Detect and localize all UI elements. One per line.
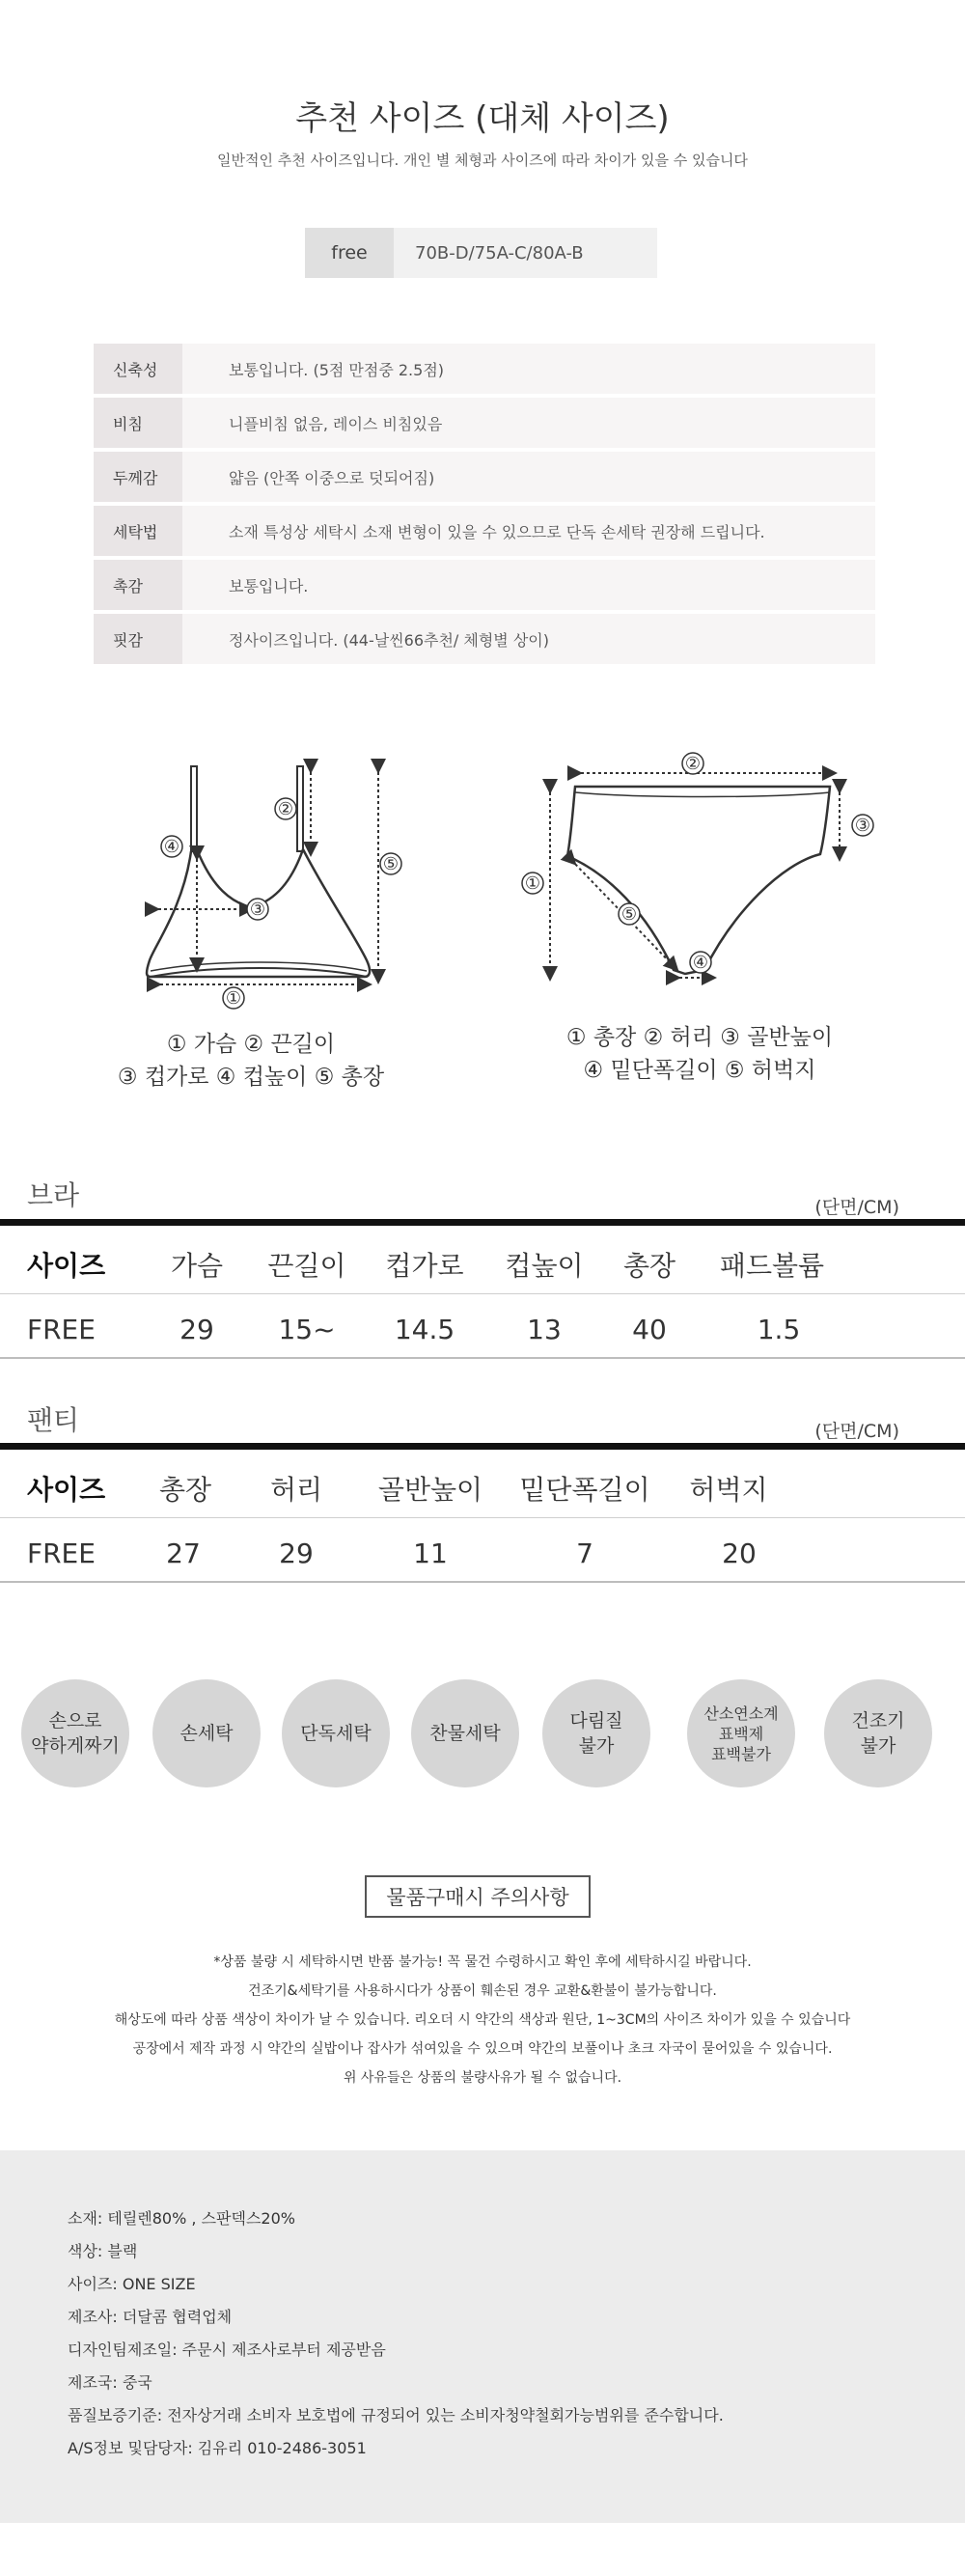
column-header: 사이즈 <box>27 1250 106 1282</box>
notice-line: 공장에서 제작 과정 시 약간의 실밥이나 잡사가 섞여있을 수 있으며 약간의 보풀이나 초크 자국이 묻어있을 수 있습니다. <box>132 2041 833 2057</box>
table-cell: 13 <box>527 1313 562 1345</box>
notice-line: 위 사유들은 상품의 불량사유가 될 수 없습니다. <box>343 2070 622 2086</box>
notice-text <box>0 1948 965 2092</box>
notice-line: *상품 불량 시 세탁하시면 반품 불가능! 꼭 물건 수령하시고 확인 후에 세탁하시길 바랍니다. <box>213 1954 752 1970</box>
panty-table-bottom-rule <box>0 1581 965 1583</box>
panty-legend-line: ④ 밑단폭길이 ⑤ 허벅지 <box>583 1058 816 1083</box>
property-row <box>94 560 875 610</box>
care-no-ironing-icon: 다림질 불가 <box>542 1679 650 1787</box>
bra-table-header <box>0 1245 965 1284</box>
bra-table-top-rule <box>0 1219 965 1226</box>
table-cell: 29 <box>279 1537 314 1569</box>
property-value: 정사이즈입니다. (44-날씬66추천/ 체형별 상이) <box>229 630 550 650</box>
bra-table-separator <box>0 1293 965 1294</box>
property-label: 비침 <box>94 398 182 448</box>
column-header: 허벅지 <box>689 1474 768 1506</box>
panty-legend <box>521 1021 878 1087</box>
panty-marker-1: ① <box>524 873 541 894</box>
page-title: 추천 사이즈 (대체 사이즈) <box>295 99 670 138</box>
product-info-line: 디자인팀제조일: 주문시 제조사로부터 제공받음 <box>68 2341 386 2359</box>
property-row <box>94 344 875 394</box>
column-header: 골반높이 <box>377 1474 483 1506</box>
care-no-bleach-icon: 산소연소계 표백제 표백불가 <box>687 1679 795 1787</box>
bra-measurement-diagram <box>125 753 425 1023</box>
column-header: 컵가로 <box>385 1250 464 1282</box>
property-label: 세탁법 <box>94 506 182 556</box>
table-cell: 1.5 <box>757 1313 801 1345</box>
bra-marker-3: ③ <box>249 900 266 920</box>
property-row <box>94 506 875 556</box>
property-label: 두께감 <box>94 452 182 502</box>
bra-marker-2: ② <box>277 799 294 819</box>
care-hand-wring-gently-icon: 손으로 약하게짜기 <box>21 1679 129 1787</box>
product-info-line: 제조사: 더달콤 협력업체 <box>68 2308 233 2326</box>
property-label: 촉감 <box>94 560 182 610</box>
table-cell: 14.5 <box>394 1313 455 1345</box>
table-cell: 20 <box>722 1537 757 1569</box>
bra-table-unit: (단면/CM) <box>814 1197 899 1218</box>
table-cell: 15~ <box>278 1313 336 1345</box>
column-header: 밑단폭길이 <box>519 1474 650 1506</box>
table-cell: 11 <box>413 1537 448 1569</box>
bra-marker-1: ① <box>225 988 242 1009</box>
panty-measurement-diagram <box>521 748 878 999</box>
property-value: 보통입니다. <box>229 576 309 596</box>
table-cell: FREE <box>27 1537 96 1569</box>
table-cell: FREE <box>27 1313 96 1345</box>
care-wash-separately-icon: 단독세탁 <box>282 1679 390 1787</box>
column-header: 가슴 <box>170 1250 224 1282</box>
page-subtitle: 일반적인 추천 사이즈입니다. 개인 별 체형과 사이즈에 따라 차이가 있을 수 있습니다 <box>217 152 748 169</box>
product-info-panel <box>0 2150 965 2523</box>
bra-marker-5: ⑤ <box>382 854 400 874</box>
size-box-value: 70B-D/75A-C/80A-B <box>415 242 584 263</box>
property-row <box>94 452 875 502</box>
table-cell: 29 <box>179 1313 214 1345</box>
property-value: 보통입니다. (5점 만점중 2.5점) <box>229 360 445 379</box>
bra-legend-line: ① 가슴 ② 끈길이 <box>166 1032 336 1057</box>
panty-table-header <box>0 1469 965 1508</box>
bra-legend <box>87 1028 415 1094</box>
panty-legend-line: ① 총장 ② 허리 ③ 골반높이 <box>565 1025 834 1050</box>
column-header: 사이즈 <box>27 1474 106 1506</box>
panty-marker-5: ⑤ <box>620 904 638 925</box>
product-info-line: 소재: 테릴렌80% , 스판덱스20% <box>68 2209 295 2228</box>
panty-marker-3: ③ <box>854 816 871 836</box>
column-header: 컵높이 <box>505 1250 584 1282</box>
notice-title: 물품구매시 주의사항 <box>365 1875 591 1918</box>
care-no-dryer-icon: 건조기 불가 <box>824 1679 932 1787</box>
property-row <box>94 398 875 448</box>
size-box-label: free <box>305 228 394 278</box>
panty-table-title: 팬티 <box>27 1404 80 1436</box>
property-label: 신축성 <box>94 344 182 394</box>
property-row <box>94 614 875 664</box>
product-info-line: 제조국: 중국 <box>68 2373 152 2392</box>
bra-table-bottom-rule <box>0 1357 965 1359</box>
product-info-line: 색상: 블랙 <box>68 2242 138 2260</box>
properties-table <box>94 344 875 668</box>
table-row <box>0 1310 965 1348</box>
column-header: 총장 <box>622 1250 676 1282</box>
column-header: 총장 <box>158 1474 212 1506</box>
panty-table-top-rule <box>0 1443 965 1450</box>
column-header: 끈길이 <box>267 1250 346 1282</box>
panty-marker-4: ④ <box>692 953 709 973</box>
table-cell: 27 <box>166 1537 201 1569</box>
recommended-size-box <box>305 228 657 278</box>
property-value: 소재 특성상 세탁시 소재 변형이 있을 수 있으므로 단독 손세탁 권장해 드립니다. <box>229 522 765 541</box>
table-row <box>0 1534 965 1572</box>
notice-line: 해상도에 따라 상품 색상이 차이가 날 수 있습니다. 리오더 시 약간의 색상과 원단, 1~3CM의 사이즈 차이가 있을 수 있습니다 <box>114 2012 851 2028</box>
care-cold-wash-icon: 찬물세탁 <box>411 1679 519 1787</box>
product-info-line: 사이즈: ONE SIZE <box>68 2275 196 2293</box>
property-value: 니플비침 없음, 레이스 비침있음 <box>229 414 443 433</box>
product-info-line: A/S정보 및담당자: 김유리 010-2486-3051 <box>68 2439 367 2457</box>
panty-table-unit: (단면/CM) <box>814 1421 899 1442</box>
bra-legend-line: ③ 컵가로 ④ 컵높이 ⑤ 총장 <box>117 1065 385 1090</box>
product-info-line: 품질보증기준: 전자상거래 소비자 보호법에 규정되어 있는 소비자청약철회가능범위를 준수합니다. <box>68 2406 724 2424</box>
table-cell: 7 <box>576 1537 593 1569</box>
panty-table-separator <box>0 1517 965 1518</box>
table-cell: 40 <box>632 1313 667 1345</box>
column-header: 패드볼륨 <box>719 1250 825 1282</box>
panty-marker-2: ② <box>684 754 702 774</box>
care-hand-wash-icon: 손세탁 <box>152 1679 261 1787</box>
bra-marker-4: ④ <box>163 837 180 857</box>
property-label: 핏감 <box>94 614 182 664</box>
notice-line: 건조기&세탁기를 사용하시다가 상품이 훼손된 경우 교환&환불이 불가능합니다. <box>248 1983 717 1999</box>
bra-table-title: 브라 <box>27 1179 80 1211</box>
property-value: 얇음 (안쪽 이중으로 덧되어짐) <box>229 468 435 487</box>
column-header: 허리 <box>269 1474 323 1506</box>
